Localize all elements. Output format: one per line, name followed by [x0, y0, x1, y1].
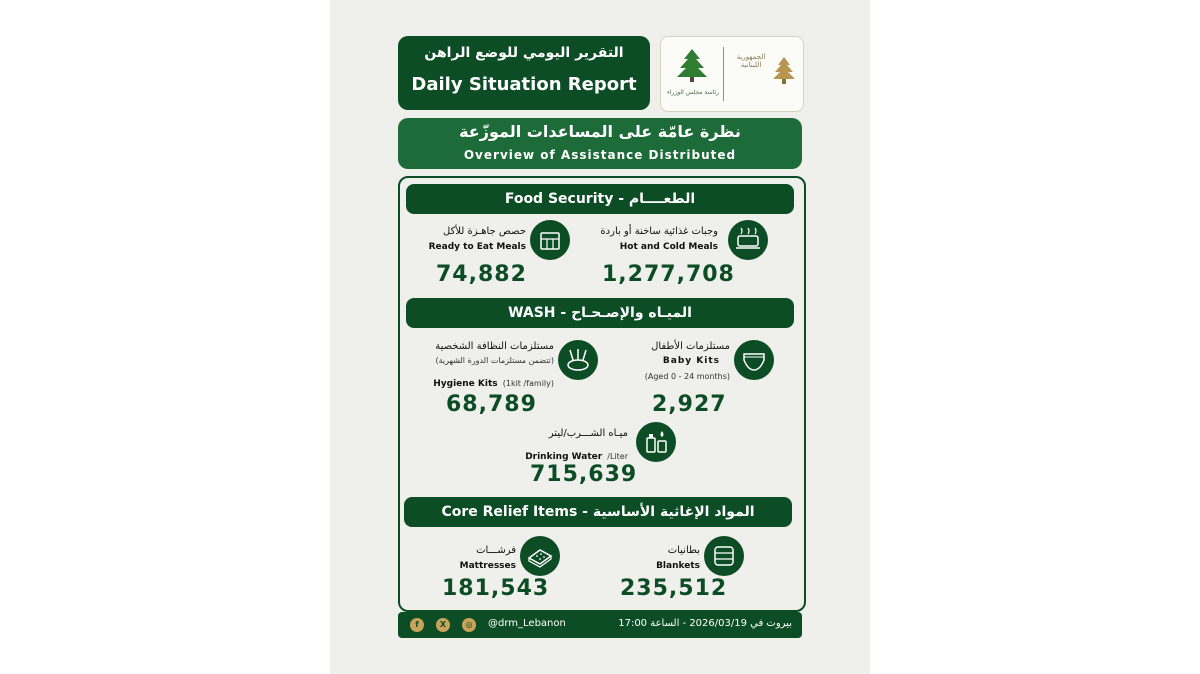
report-title-en: Daily Situation Report	[411, 74, 637, 95]
hot-meals-label-en: Hot and Cold Meals	[619, 242, 718, 252]
logo-left-text: رئاسة مجلس الوزراء	[666, 89, 720, 96]
baby-kits-value: 2,927	[652, 392, 727, 417]
mattresses-value: 181,543	[442, 576, 550, 601]
wash-bar: WASH - الميـاه والإصـحـاح	[406, 298, 794, 328]
drinking-water-icon-circle	[636, 422, 676, 462]
blankets-icon-circle	[704, 536, 744, 576]
core-relief-bar: Core Relief Items - المواد الإغاثية الأساسية	[404, 497, 792, 527]
drinking-water-label-en: Drinking Water	[525, 452, 603, 462]
baby-kits-label-ar: مستلزمات الأطفال	[651, 341, 730, 352]
hot-meals-label-ar: وجبات غذائية ساخنة أو باردة	[600, 226, 718, 237]
hygiene-kits-label-en-row	[400, 371, 554, 390]
mattress-icon	[520, 536, 560, 576]
baby-kits-label-en: Baby Kits	[662, 356, 720, 366]
diaper-icon	[734, 340, 774, 380]
ready-meals-value: 74,882	[436, 262, 527, 287]
report-title-box	[398, 36, 650, 110]
hot-meal-icon	[728, 220, 768, 260]
hygiene-kit-icon	[558, 340, 598, 380]
ready-meal-icon	[530, 220, 570, 260]
overview-banner	[398, 118, 802, 169]
drinking-water-label-en-row	[490, 444, 628, 463]
water-bottle-icon	[636, 422, 676, 462]
footer-bar	[398, 612, 802, 638]
gold-cedar-icon	[771, 55, 797, 85]
drinking-water-value: 715,639	[530, 462, 638, 487]
dateline: بيروت في 2026/03/19 - الساعة 17:00	[618, 618, 792, 629]
overview-title-en: Overview of Assistance Distributed	[463, 148, 737, 162]
hot-meals-icon-circle	[728, 220, 768, 260]
hygiene-kits-value: 68,789	[446, 392, 537, 417]
hygiene-kits-label-en: Hygiene Kits	[433, 379, 498, 389]
instagram-icon[interactable]: ◎	[462, 618, 476, 632]
baby-kits-sub: (Aged 0 - 24 months)	[644, 372, 730, 381]
logo-divider	[723, 47, 724, 101]
logos-box	[660, 36, 804, 112]
ready-meals-icon-circle	[530, 220, 570, 260]
blankets-value: 235,512	[620, 576, 728, 601]
social-handle[interactable]: @drm_Lebanon	[488, 618, 566, 629]
ready-meals-label-ar: حصص جاهـزة للأكل	[443, 226, 526, 237]
report-title-ar: التقرير اليومي للوضع الراهن	[424, 45, 624, 61]
hygiene-kits-icon-circle	[558, 340, 598, 380]
logo-right-text: الجمهورية اللبنانية	[736, 53, 766, 69]
cedar-icon	[673, 47, 711, 83]
hygiene-kits-sub-ar: (تتضمن مستلزمات الدورة الشهرية)	[435, 356, 554, 365]
mattresses-label-en: Mattresses	[459, 561, 516, 571]
ready-meals-label-en: Ready to Eat Meals	[428, 242, 526, 252]
mattresses-label-ar: فرشـــات	[476, 545, 516, 556]
food-security-bar: Food Security - الطعــــام	[406, 184, 794, 214]
hot-meals-value: 1,277,708	[602, 262, 735, 287]
overview-title-ar: نظرة عامّة على المساعدات الموزّعة	[459, 122, 741, 141]
drinking-water-sub-en: /Liter	[607, 452, 628, 461]
mattresses-icon-circle	[520, 536, 560, 576]
baby-kits-icon-circle	[734, 340, 774, 380]
drinking-water-label-ar: ميـاه الشـــرب/ليتر	[548, 428, 628, 439]
facebook-icon[interactable]: f	[410, 618, 424, 632]
blankets-label-ar: بطانيات	[667, 545, 700, 556]
hygiene-kits-sub-en: (1kit /family)	[502, 379, 554, 388]
blanket-icon	[704, 536, 744, 576]
report-poster	[330, 0, 870, 674]
hygiene-kits-label-ar: مستلزمات النظافة الشخصية	[435, 341, 554, 352]
blankets-label-en: Blankets	[656, 561, 700, 571]
x-twitter-icon[interactable]: X	[436, 618, 450, 632]
